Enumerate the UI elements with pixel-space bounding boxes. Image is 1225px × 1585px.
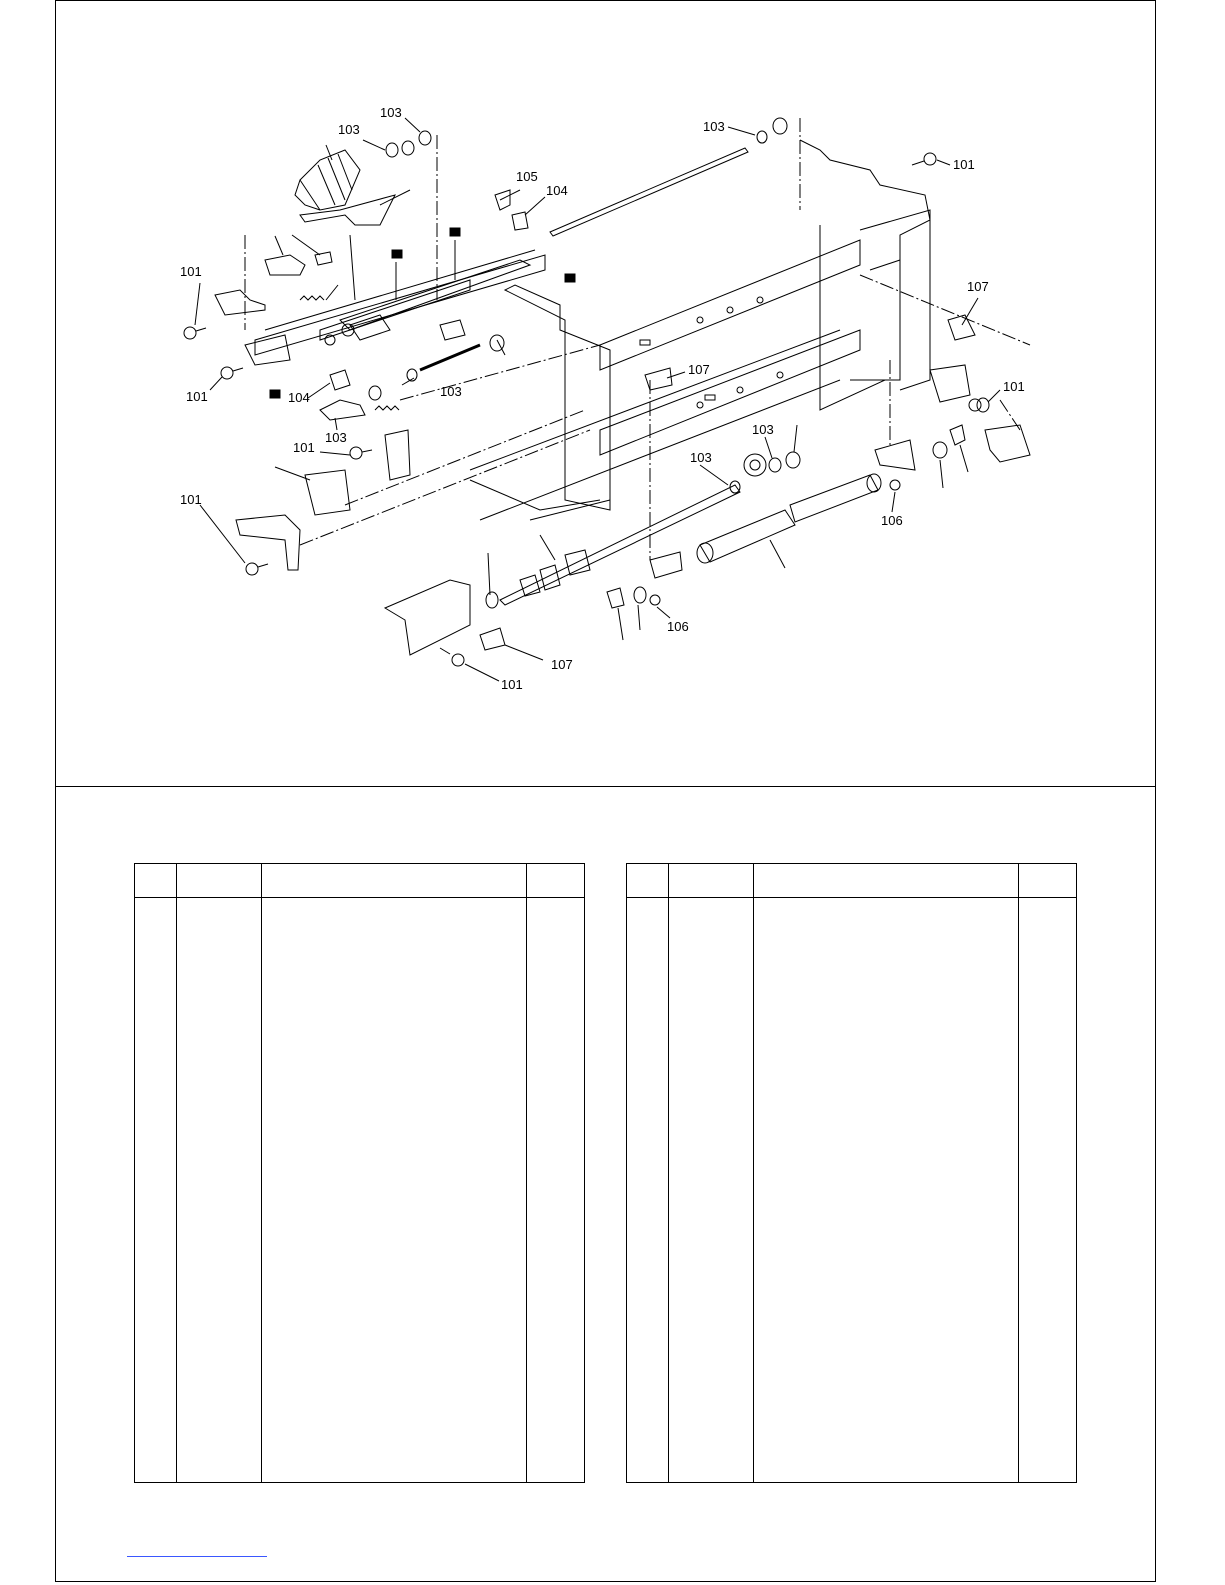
callout-101: 101 (501, 677, 523, 692)
callout-101: 101 (953, 157, 975, 172)
column-divider (261, 864, 262, 1482)
left-brackets (236, 430, 505, 655)
column-divider (668, 864, 669, 1482)
table-header (135, 864, 584, 898)
callout-101: 101 (180, 492, 202, 507)
column-divider (176, 864, 177, 1482)
callout-103: 103 (690, 450, 712, 465)
section-divider (55, 786, 1156, 787)
callout-101: 101 (180, 264, 202, 279)
callout-106: 106 (881, 513, 903, 528)
main-frame (255, 140, 930, 520)
callout-103: 103 (325, 430, 347, 445)
parts-table-left (134, 863, 585, 1483)
callout-104: 104 (288, 390, 310, 405)
callout-103: 103 (703, 119, 725, 134)
callout-101: 101 (1003, 379, 1025, 394)
callout-101: 101 (186, 389, 208, 404)
table-header (627, 864, 1076, 898)
callout-107: 107 (967, 279, 989, 294)
parts-table-right (626, 863, 1077, 1483)
callout-103: 103 (380, 105, 402, 120)
callout-107: 107 (551, 657, 573, 672)
callout-103: 103 (338, 122, 360, 137)
exploded-parts-diagram (0, 0, 1225, 790)
callout-104: 104 (546, 183, 568, 198)
callout-103: 103 (752, 422, 774, 437)
leader-lines (195, 118, 1000, 681)
column-divider (526, 864, 527, 1482)
column-divider (753, 864, 754, 1482)
callout-101: 101 (293, 440, 315, 455)
callout-103: 103 (440, 384, 462, 399)
callout-106: 106 (667, 619, 689, 634)
callout-107: 107 (688, 362, 710, 377)
column-divider (1018, 864, 1019, 1482)
footer-link-underline[interactable] (127, 1556, 267, 1557)
callout-105: 105 (516, 169, 538, 184)
